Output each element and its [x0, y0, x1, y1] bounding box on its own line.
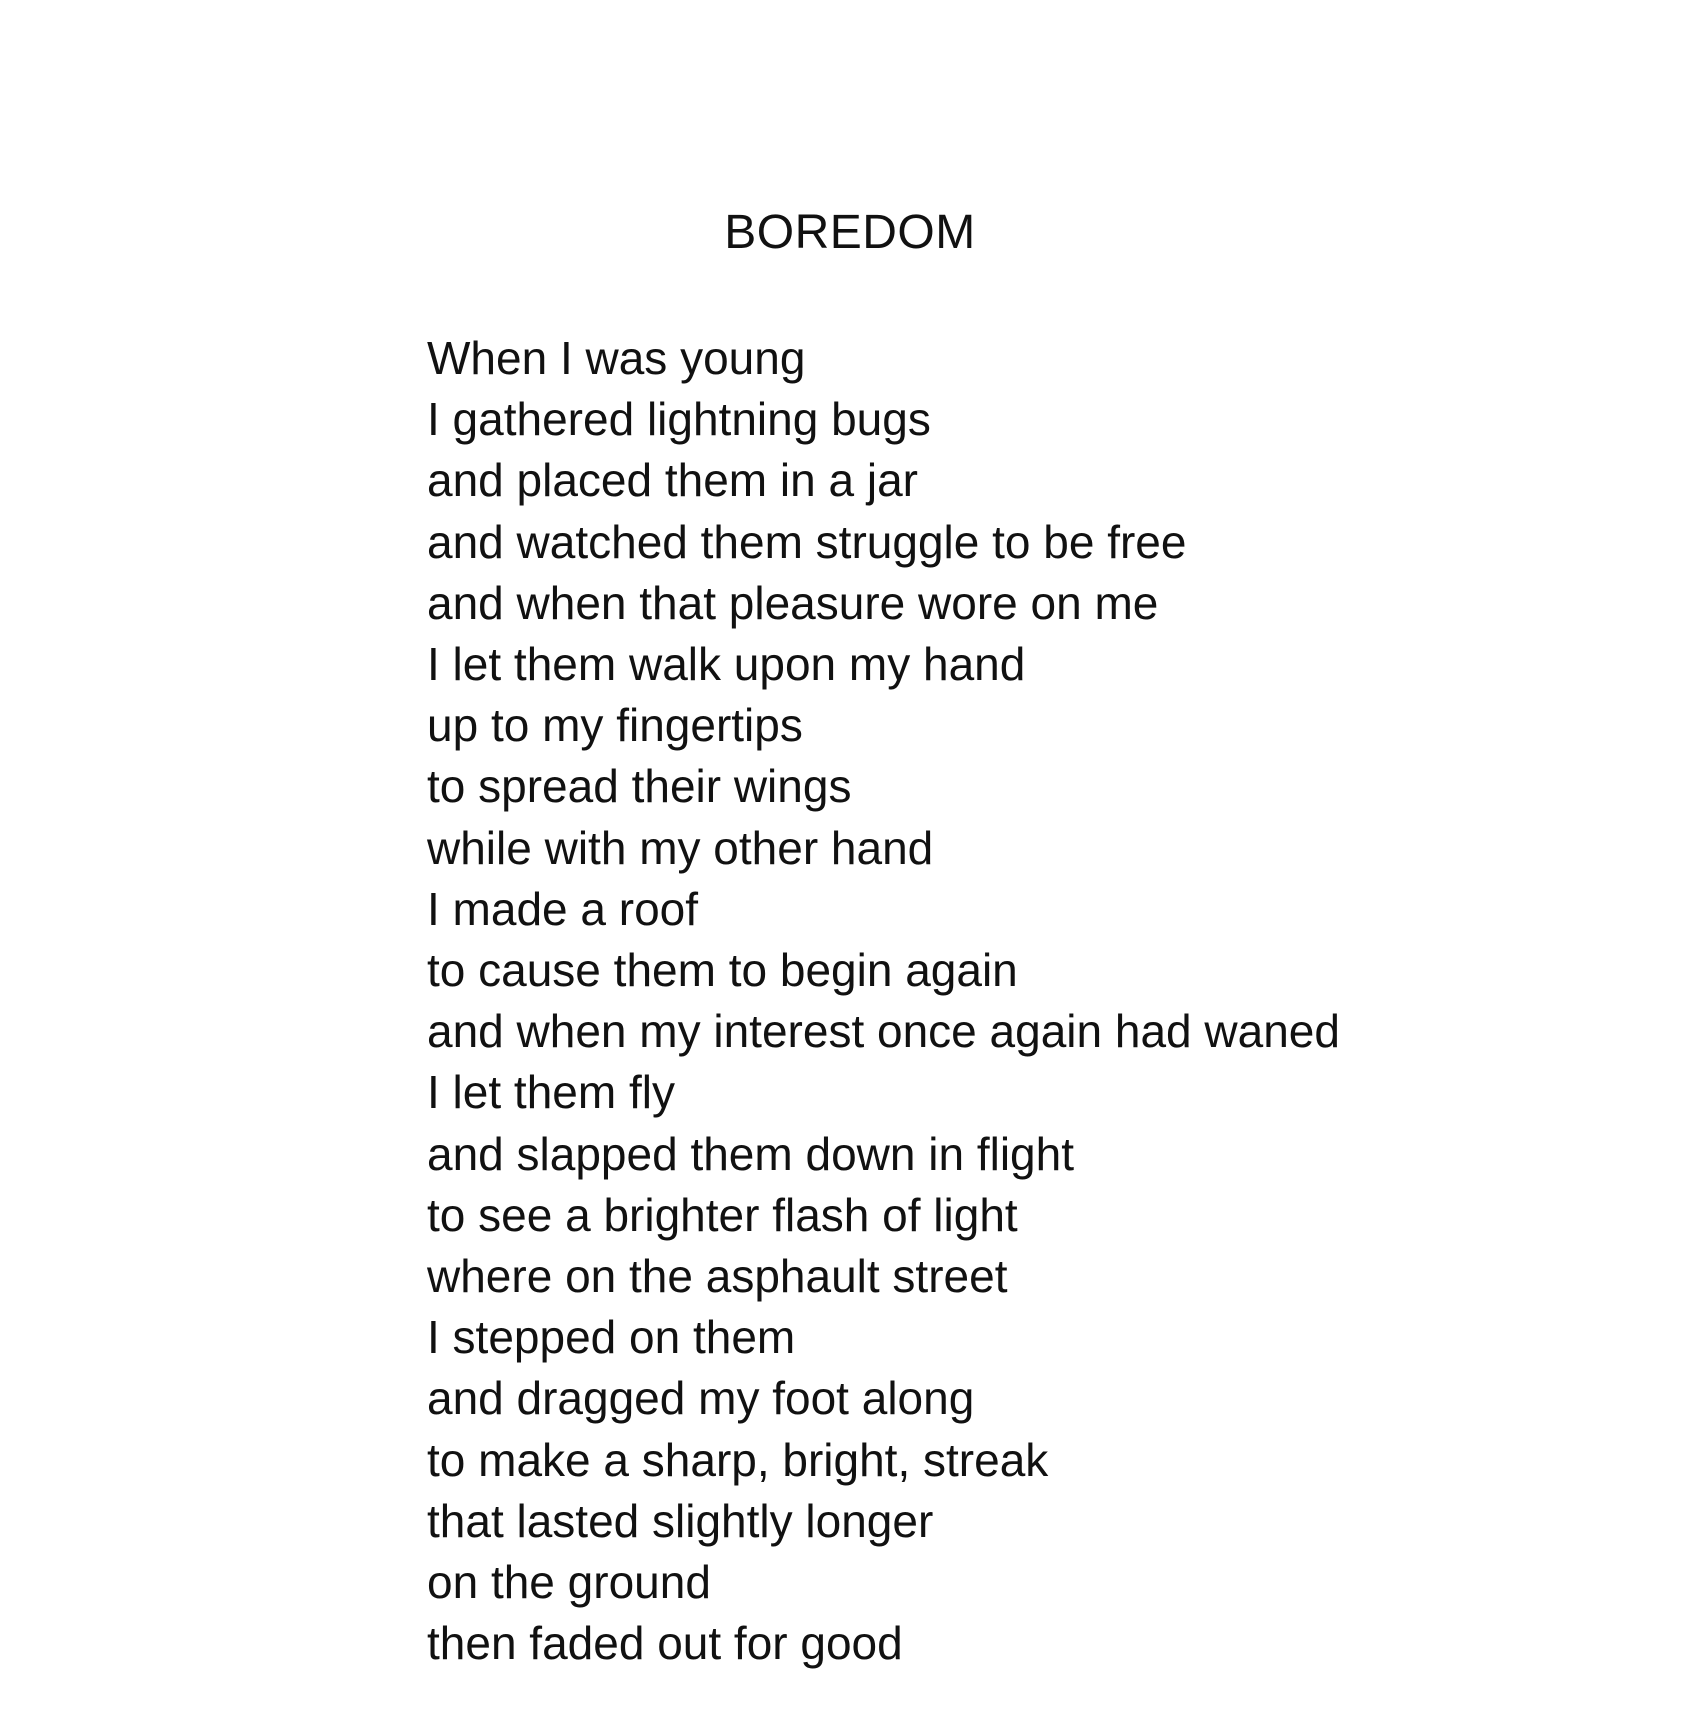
poem-line: When I was young	[427, 332, 806, 384]
poem-line: and when my interest once again had waned	[427, 1005, 1340, 1058]
poem-line: I gathered lightning bugs	[427, 393, 931, 446]
poem-title: BOREDOM	[724, 206, 976, 259]
poem-line: I stepped on them	[427, 1311, 796, 1364]
poem-line: where on the asphault street	[427, 1250, 1008, 1303]
poem-line: I made a roof	[427, 882, 699, 935]
poem-line: on the ground	[427, 1556, 711, 1609]
poem-line: and slapped them down in flight	[427, 1127, 1074, 1180]
poem-line: to cause them to begin again	[427, 944, 1018, 997]
poem-line: to see a brighter flash of light	[427, 1188, 1018, 1241]
poem-line: while with my other hand	[427, 821, 934, 874]
poem-line: and when that pleasure wore on me	[427, 576, 1159, 629]
poem-line: then faded out for good	[427, 1617, 903, 1670]
poem-line: up to my fingertips	[427, 699, 803, 752]
poem-line: that lasted slightly longer	[427, 1494, 934, 1547]
poem-line: and watched them struggle to be free	[427, 515, 1187, 568]
poem-line: to make a sharp, bright, streak	[427, 1433, 1049, 1486]
poem-line: and dragged my foot along	[427, 1372, 975, 1425]
poem-line: to spread their wings	[427, 760, 852, 813]
poem-body	[427, 328, 1340, 1674]
poem-line: I let them walk upon my hand	[427, 638, 1026, 691]
poem-line: I let them fly	[427, 1066, 675, 1119]
poem-line: and placed them in a jar	[427, 454, 918, 507]
